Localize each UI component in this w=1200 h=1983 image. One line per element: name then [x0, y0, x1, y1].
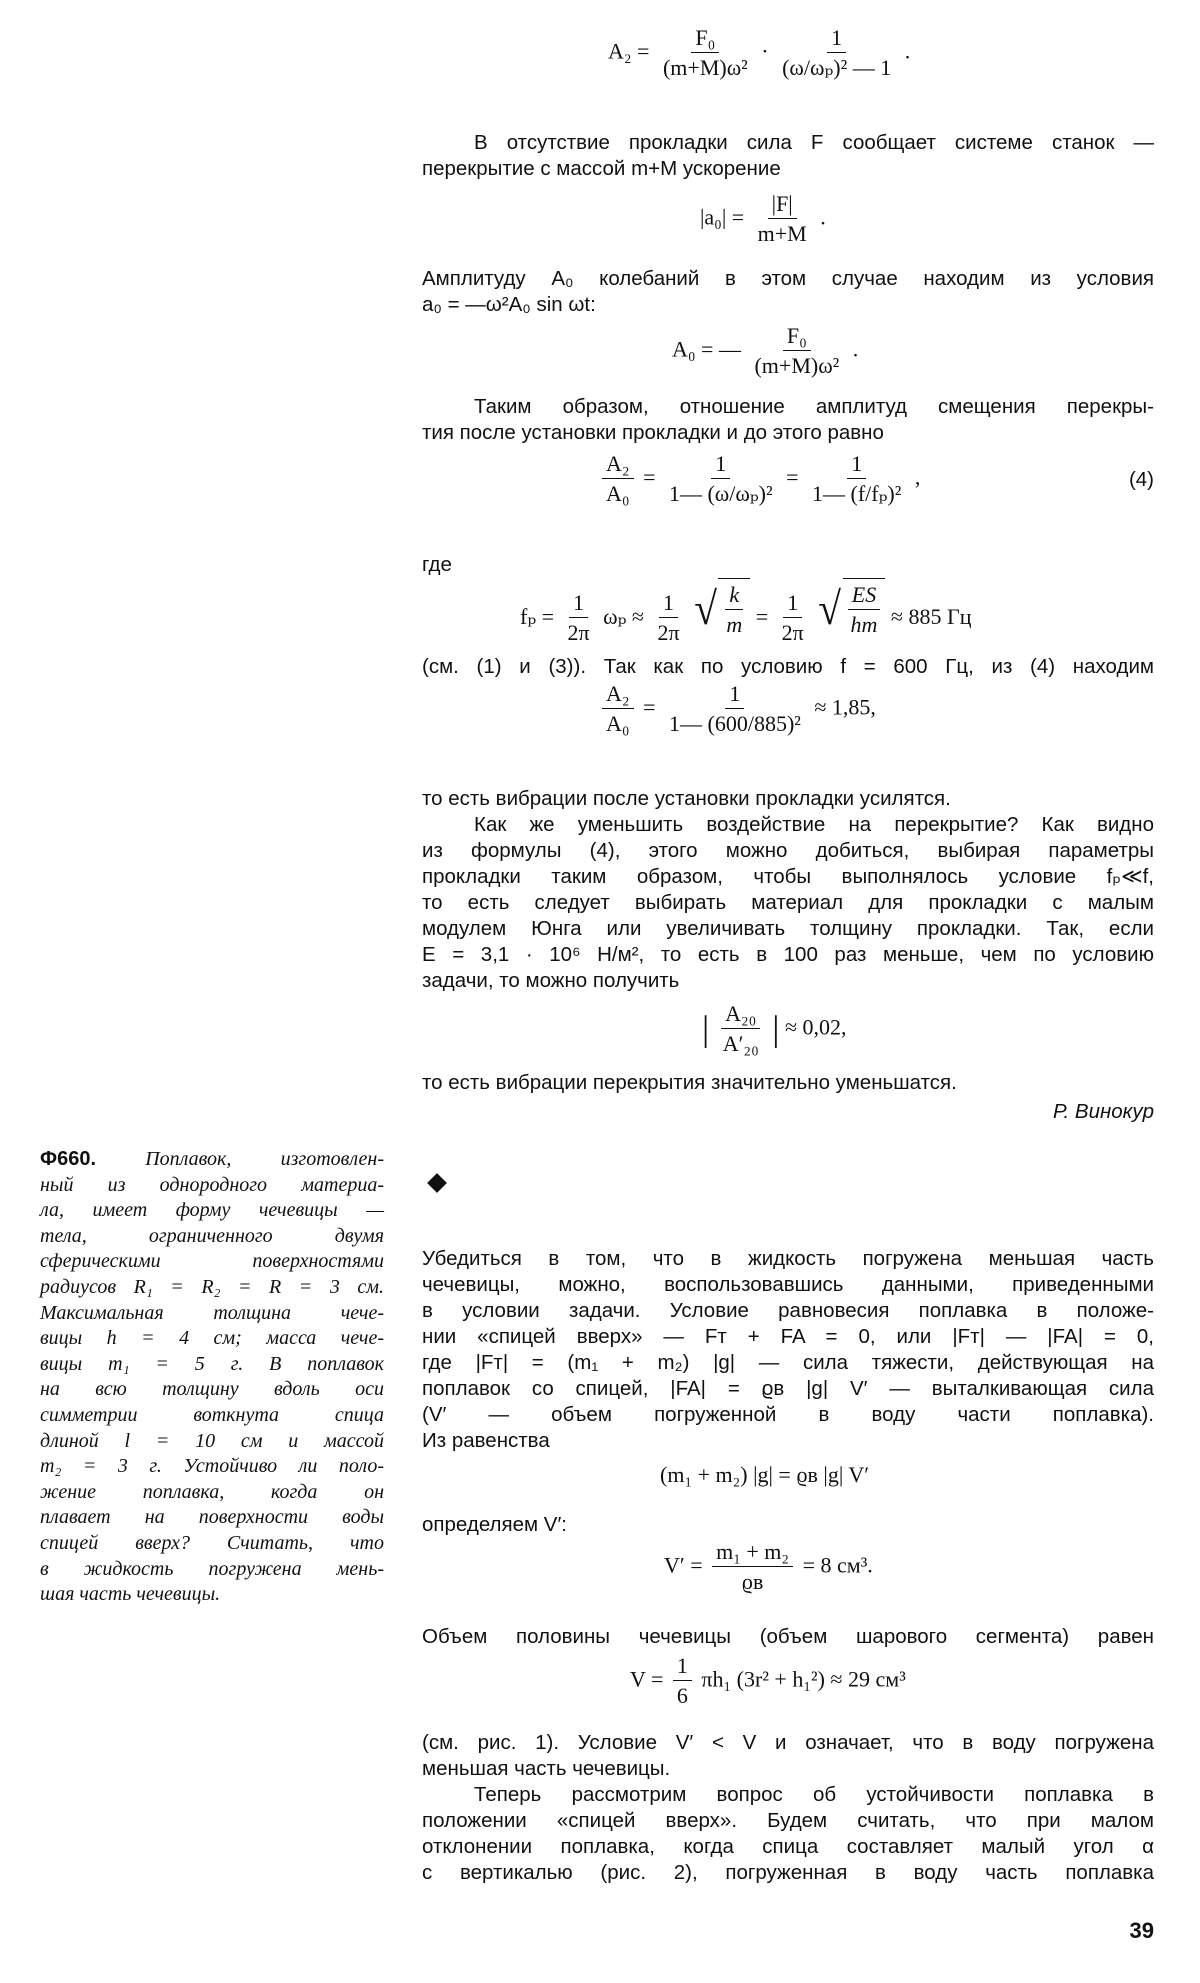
- text-line: Убедиться в том, что в жидкость погружена меньшая часть: [422, 1247, 1154, 1270]
- sidebar-line: жение поплавка, когда он: [40, 1480, 384, 1503]
- text-line: Из равенства: [422, 1429, 550, 1452]
- text-line: то есть вибрации перекрытия значительно уменьшатся.: [422, 1071, 957, 1094]
- paragraph-12: [422, 1782, 1154, 1886]
- text-line: тия после установки прокладки и до этого равно: [422, 421, 884, 444]
- paragraph-where: [422, 552, 1154, 578]
- eq-a0-frac: [754, 190, 811, 249]
- eq-ratio-frac2: [808, 450, 905, 509]
- equation-a20: [702, 1000, 847, 1059]
- text-line: поплавок со спицей, |FA| = ϱв |g| V′ — выталкивающая сила: [422, 1377, 1154, 1400]
- sidebar-line: тела, ограниченного двумя: [40, 1224, 384, 1247]
- sidebar-line: вицы m₁ = 5 г. В поплавок: [40, 1352, 384, 1375]
- eq-num-val: ≈ 1,85,: [814, 694, 876, 720]
- eq-ratio-end: ,: [914, 464, 921, 490]
- eq-a2-end: .: [904, 38, 911, 64]
- text-line: меньшая часть чечевицы.: [422, 1757, 671, 1780]
- eq-num-600: 600: [714, 711, 748, 736]
- sidebar-line: радиусов R₁ = R₂ = R = 3 см.: [40, 1275, 384, 1298]
- paragraph-1: [422, 130, 1154, 182]
- sqrt-sign: √: [694, 583, 718, 634]
- eq-fp-frac3: [778, 589, 808, 648]
- eq-a0amp-lhs: A₀ = —: [672, 336, 741, 362]
- paragraph-8: [422, 1246, 1154, 1454]
- equation-v-prime: [664, 1538, 873, 1597]
- eq-a20-frac: [719, 1000, 763, 1059]
- eq-a2-den2: (ω/ωₚ)² — 1: [782, 55, 892, 80]
- sidebar-line: плавает на поверхности воды: [40, 1506, 384, 1529]
- eq-ratio-lhs-num: A₂: [602, 450, 634, 479]
- eq-fp-result: ≈ 885 Гц: [890, 604, 972, 629]
- eq-fp-lhs: fₚ =: [520, 604, 555, 629]
- eq-fp-km: [722, 581, 746, 640]
- eq-a2-frac1: [659, 24, 752, 83]
- equation-fp: fₚ = $\frac{1}{2\pi}$ ωₚ ≈ $\frac{1}{2\pi}$ √ $\frac{k}{m}$ = $\frac{1}{2\pi}$ √ $\frac{ES}{hm}$ ≈ 885 Гц: [520, 578, 972, 648]
- eq-a2-num1: F₀: [691, 24, 719, 53]
- equation-a2: [608, 24, 910, 83]
- text-line: определяем V′:: [422, 1513, 568, 1536]
- eq-a0amp-den: (m+M)ω²: [754, 353, 840, 378]
- eq-v1-num: m₁ + m₂: [712, 1538, 793, 1567]
- equation-v: [630, 1652, 906, 1711]
- text-line: из формулы (4), этого можно добиться, выбирая параметры: [422, 839, 1154, 862]
- text-line: в условии задачи. Условие равновесия поплавка в положе-: [422, 1299, 1154, 1322]
- sidebar-line: m₂ = 3 г. Устойчиво ли поло-: [40, 1455, 384, 1478]
- eq-a0amp-frac: [750, 322, 843, 381]
- eq-v1-den: ϱв: [741, 1569, 764, 1594]
- eq-ratio-lhs-den: A₀: [606, 481, 630, 506]
- paragraph-2: [422, 266, 1154, 318]
- text-line: В отсутствие прокладки сила F сообщает системе станок —: [474, 131, 1154, 154]
- eq-fp-eshm: [847, 581, 882, 640]
- page-number: 39: [1129, 1918, 1154, 1943]
- text-line: (см. (1) и (3)). Так как по условию f = 600 Гц, из (4) находим: [422, 655, 1154, 678]
- text-line: (V′ — объем погруженной в воду части поплавка).: [422, 1403, 1154, 1426]
- eq-a0amp-end: .: [852, 336, 859, 362]
- eq-a0amp-num: F₀: [783, 322, 811, 351]
- eq-num-one: 1: [725, 680, 744, 709]
- sidebar-line: на всю толщину вдоль оси: [40, 1378, 384, 1401]
- eq-num-frac: [665, 680, 805, 739]
- paragraph-3: [422, 394, 1154, 446]
- eq-v1-lhs: V′ =: [664, 1552, 703, 1578]
- eq-v1-val: = 8 см³.: [802, 1552, 873, 1578]
- eq-v-lhs: V =: [630, 1666, 664, 1692]
- equation-a0-amplitude: [672, 322, 858, 381]
- equation-numeric-ratio: $\frac{\text{A₂}}{\text{A₀}}$ = $\frac{1}{\text{1— (600/885)²}}$ ≈ 1,85,: [598, 680, 876, 739]
- text-line: Теперь рассмотрим вопрос об устойчивости поплавка в: [474, 1783, 1154, 1806]
- eq-a2-lhs: A₂ =: [608, 38, 650, 64]
- eq-num-lhs: [602, 680, 634, 739]
- eq-ratio-num2: 1: [847, 450, 866, 479]
- text-line: перекрытие с массой m+M ускорение: [422, 157, 781, 180]
- sqrt-sign: √: [818, 583, 842, 634]
- paragraph-5: [422, 786, 1154, 812]
- eq-num-den: 1— (600/885)²: [668, 711, 801, 736]
- eq-num-lhs-den: A₀: [606, 711, 630, 736]
- eq-a0-lhs: |a₀| =: [700, 204, 745, 230]
- text-line: то есть вибрации после установки прокладки усилятся.: [422, 787, 951, 810]
- text-line: Амплитуду A₀ колебаний в этом случае находим из условия: [422, 267, 1154, 290]
- text-line: где: [422, 553, 452, 576]
- eq-num-885: 885: [753, 711, 787, 736]
- problem-code: Ф660.: [40, 1148, 96, 1170]
- eq-ratio-frac1: [665, 450, 777, 509]
- eq-a2-den1: (m+M)ω²: [662, 55, 748, 80]
- equation-ratio: [598, 450, 920, 509]
- paragraph-6: [422, 812, 1154, 994]
- paragraph-4: [422, 654, 1154, 680]
- eq-a20-den: A′₂₀: [722, 1031, 759, 1056]
- eq-a0-den: m+M: [757, 221, 807, 246]
- sidebar-line: ный из однородного материа-: [40, 1173, 384, 1196]
- sidebar-line: шая часть чечевицы.: [40, 1583, 221, 1606]
- eq-fp-omega: ωₚ ≈: [603, 604, 644, 629]
- eq-v-frac: [673, 1652, 692, 1711]
- text-line: то есть следует выбирать материал для прокладки с малым: [422, 891, 1154, 914]
- sidebar-line: симметрии воткнута спица: [40, 1403, 384, 1426]
- eq-ratio-eq2: =: [786, 464, 799, 490]
- eq-v-num: 1: [673, 1652, 692, 1681]
- text-line: Объем половины чечевицы (объем шарового сегмента) равен: [422, 1625, 1154, 1648]
- text-line: отклонении поплавка, когда спица составляет малый угол α: [422, 1835, 1154, 1858]
- paragraph-11: [422, 1730, 1154, 1782]
- eq-fp-a2: 1: [659, 589, 678, 618]
- author: Р. Винокур: [1053, 1100, 1154, 1123]
- equation-equilibrium: [660, 1462, 869, 1488]
- text-line: Как же уменьшить воздействие на перекрытие? Как видно: [474, 813, 1154, 836]
- sidebar-line: вицы h = 4 см; масса чече-: [40, 1327, 384, 1350]
- eq-fp-m: m: [726, 612, 743, 637]
- text-line: прокладки таким образом, чтобы выполнялось условие fₚ≪f,: [422, 865, 1154, 888]
- text-line: a₀ = —ω²A₀ sin ωt:: [422, 293, 596, 316]
- problem-statement: [40, 1147, 384, 1608]
- eq-equilibrium-text: (m₁ + m₂) |g| = ϱв |g| V′: [660, 1462, 870, 1487]
- eq-fp-sqrt2: [817, 578, 885, 640]
- eq-fp-a: 1: [569, 589, 588, 618]
- eq-a2-num2: 1: [827, 24, 846, 53]
- text-line: нии «спицей вверх» — Fт + FA = 0, или |Fт| — |FA| = 0,: [422, 1325, 1154, 1348]
- eq-v1-frac: [712, 1538, 793, 1597]
- equation-a0-accel: [700, 190, 826, 249]
- eq-v-den: 6: [676, 1683, 688, 1708]
- sidebar-line: Поплавок, изготовлен-: [145, 1148, 384, 1170]
- eq-fp-sqrt1: [693, 578, 750, 640]
- equation-number: (4): [1128, 468, 1154, 491]
- eq-a20-num: A₂₀: [721, 1000, 760, 1029]
- text-line: E = 3,1 · 10⁶ Н/м², то есть в 100 раз меньше, чем по условию: [422, 943, 1154, 966]
- eq-ratio-lhs: [602, 450, 634, 509]
- eq-fp-frac1: [564, 589, 594, 648]
- sidebar-line: ла, имеет форму чечевицы —: [40, 1199, 384, 1222]
- eq-a20-val: ≈ 0,02,: [784, 1014, 847, 1040]
- text-line: где |Fт| = (m₁ + m₂) |g| — сила тяжести, действующая на: [422, 1351, 1154, 1374]
- eq-a2-frac2: [778, 24, 895, 83]
- paragraph-7: [422, 1070, 1154, 1096]
- sidebar-line: спицей вверх? Считать, что: [40, 1531, 384, 1554]
- sidebar-line: Максимальная толщина чече-: [40, 1301, 384, 1324]
- eq-fp-frac2: [654, 589, 684, 648]
- eq-fp-b2: 2π: [657, 620, 680, 646]
- eq-fp-es: ES: [848, 581, 880, 610]
- eq-a0-num: |F|: [768, 190, 797, 219]
- eq-num-lhs-num: A₂: [602, 680, 634, 709]
- eq-fp-b3: 2π: [781, 620, 804, 646]
- text-line: с вертикалью (рис. 2), погруженная в воду часть поплавка: [422, 1861, 1154, 1884]
- text-line: задачи, то можно получить: [422, 969, 680, 992]
- abs-bar: |: [772, 1008, 780, 1049]
- eq-v-rest: πh₁ (3r² + h₁²) ≈ 29 см³: [701, 1666, 906, 1692]
- diamond-icon: [427, 1173, 447, 1193]
- sidebar-line: длиной l = 10 см и массой: [40, 1429, 384, 1452]
- text-line: Таким образом, отношение амплитуд смещения перекры-: [474, 395, 1154, 418]
- eq-a2-dot: ·: [761, 38, 769, 64]
- eq-fp-k: k: [725, 581, 743, 610]
- eq-ratio-num1: 1: [711, 450, 730, 479]
- text-line: чечевицы, можно, воспользовавшись данными, приведенными: [422, 1273, 1154, 1296]
- paragraph-10: [422, 1624, 1154, 1650]
- eq-ratio-den1: 1— (ω/ωₚ)²: [668, 481, 773, 506]
- eq-fp-hm: hm: [850, 612, 878, 637]
- text-line: (см. рис. 1). Условие V′ < V и означает, что в воду погружена: [422, 1731, 1154, 1754]
- sidebar-line: сферическими поверхностями: [40, 1250, 384, 1273]
- eq-fp-a3: 1: [783, 589, 802, 618]
- eq-a0-end: .: [820, 204, 826, 230]
- text-line: модулем Юнга или увеличивать толщину прокладки. Так, если: [422, 917, 1154, 940]
- text-line: положении «спицей вверх». Будем считать, что при малом: [422, 1809, 1154, 1832]
- paragraph-9: [422, 1512, 1154, 1538]
- eq-fp-b: 2π: [567, 620, 590, 646]
- abs-bar: |: [702, 1008, 710, 1049]
- sidebar-line: в жидкость погружена мень-: [40, 1557, 384, 1580]
- eq-ratio-den2: 1— (f/fₚ)²: [812, 481, 902, 506]
- eq-ratio-eq1: =: [643, 464, 656, 490]
